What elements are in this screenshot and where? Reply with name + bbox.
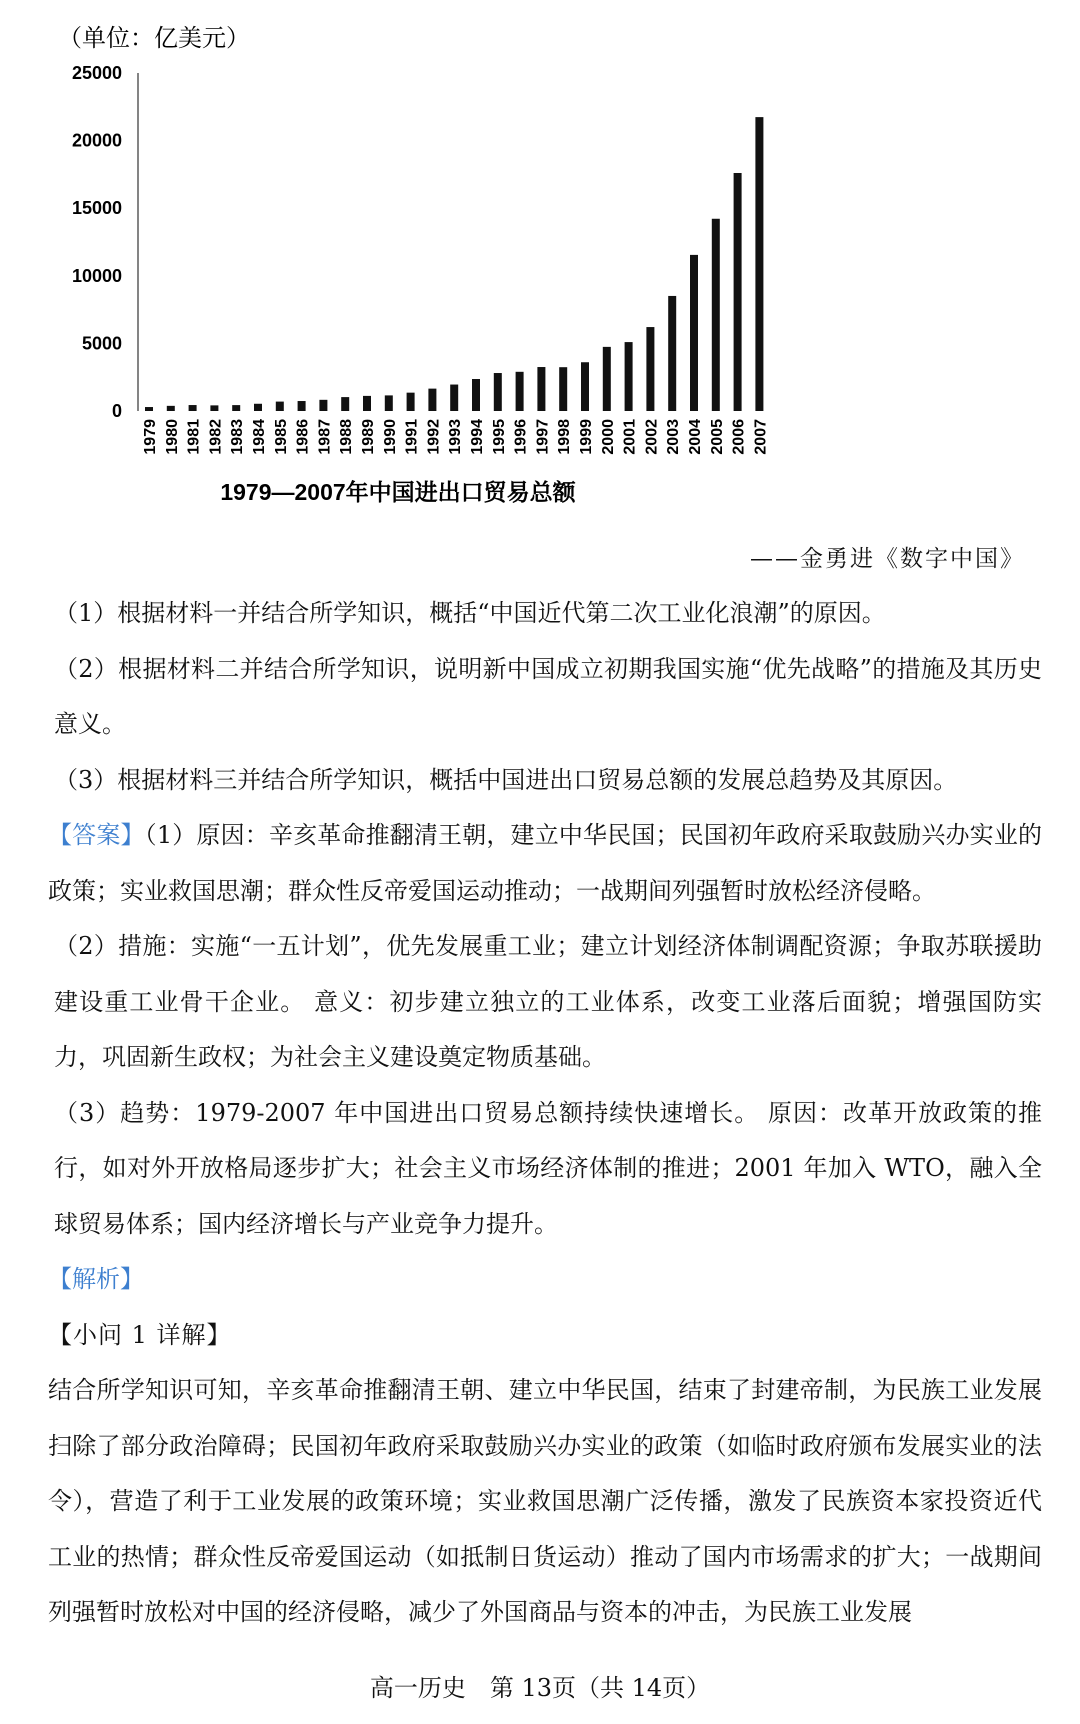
- bar-2000: [603, 347, 611, 411]
- x-tick-label: 1998: [556, 419, 574, 455]
- bar-1998: [559, 367, 567, 411]
- bar-1979: [145, 407, 153, 411]
- x-tick-label: 1997: [534, 419, 552, 455]
- bar-2005: [712, 219, 720, 411]
- trade-chart: [0, 0, 1080, 520]
- x-tick-label: 2002: [643, 419, 661, 455]
- bar-1986: [298, 401, 306, 411]
- bar-2001: [625, 342, 633, 411]
- x-tick-label: 1983: [229, 419, 247, 455]
- x-tick-label: 2006: [730, 419, 748, 455]
- bar-1994: [472, 379, 480, 411]
- bar-1984: [254, 404, 262, 411]
- bar-1995: [494, 373, 502, 411]
- y-tick-label: 25000: [71, 63, 122, 83]
- bar-1983: [232, 405, 240, 411]
- y-tick-label: 15000: [71, 198, 122, 219]
- bar-1993: [450, 385, 458, 411]
- x-tick-label: 1985: [272, 419, 290, 455]
- x-tick-label: 1980: [163, 419, 181, 455]
- x-tick-label: 1987: [316, 419, 334, 455]
- x-tick-label: 1999: [578, 419, 595, 455]
- bar-2004: [690, 255, 698, 411]
- bar-1991: [407, 393, 415, 411]
- y-tick-label: 5000: [81, 333, 122, 354]
- x-tick-label: 1988: [338, 419, 356, 455]
- bar-1996: [516, 372, 524, 411]
- bar-1997: [537, 367, 545, 411]
- bar-2006: [734, 173, 742, 411]
- question-3: （3）根据材料三并结合所学知识，概括中国进出口贸易总额的发展总趋势及其原因。: [54, 765, 958, 794]
- question-content: [48, 586, 1042, 1641]
- answer-2: （2）措施：实施“一五计划”，优先发展重工业；建立计划经济体制调配资源；争取苏联援助建设重工业骨干企业。 意义：初步建立独立的工业体系，改变工业落后面貌；增强国防实力，巩固新生政权；为社会主义建设奠定物质基础。: [54, 932, 1042, 1071]
- x-tick-label: 2001: [621, 419, 639, 455]
- answer-3: （3）趋势：1979-2007 年中国进出口贸易总额持续快速增长。 原因：改革开放政策的推行，如对外开放格局逐步扩大；社会主义市场经济体制的推进；2001 年加入 WTO，融入全球贸易体系；国内经济增长与产业竞争力提升。: [54, 1098, 1042, 1238]
- chart-unit-label: （单位：亿美元）: [58, 24, 250, 52]
- x-tick-label: 1981: [185, 419, 203, 455]
- bar-1985: [276, 402, 284, 411]
- y-tick-label: 0: [111, 401, 122, 421]
- bar-2002: [646, 327, 654, 411]
- sub-question-heading: 【小问 1 详解】: [48, 1320, 232, 1349]
- bar-1982: [210, 405, 218, 411]
- bar-1987: [319, 400, 327, 411]
- x-tick-label: 2000: [599, 419, 617, 455]
- x-tick-label: 1984: [251, 419, 268, 455]
- bar-1990: [385, 395, 393, 411]
- x-tick-label: 1995: [490, 419, 508, 455]
- bar-2007: [755, 117, 763, 411]
- analysis-tag: 【解析】: [48, 1265, 144, 1293]
- x-tick-label: 2004: [687, 419, 704, 455]
- bar-2003: [668, 296, 676, 411]
- x-tick-label: 1979: [142, 419, 159, 455]
- bar-1981: [189, 405, 197, 411]
- analysis-detail: 结合所学知识可知，辛亥革命推翻清王朝、建立中华民国，结束了封建帝制，为民族工业发展扫除了部分政治障碍；民国初年政府采取鼓励兴办实业的政策（如临时政府颁布发展实业的法令），营造了利于工业发展的政策环境；实业救国思潮广泛传播，激发了民族资本家投资近代工业的热情；群众性反帝爱国运动（如抵制日货运动）推动了国内市场需求的扩大；一战期间列强暂时放松对中国的经济侵略，减少了外国商品与资本的冲击，为民族工业发展: [48, 1376, 1042, 1626]
- x-tick-label: 1990: [381, 419, 399, 455]
- x-tick-label: 2005: [708, 419, 726, 455]
- bar-series: [145, 117, 763, 411]
- x-tick-label: 1993: [447, 419, 465, 455]
- x-tick-label: 1986: [294, 419, 312, 455]
- x-tick-label: 1992: [425, 419, 443, 455]
- x-tick-label: 1989: [360, 419, 377, 455]
- bar-1999: [581, 362, 589, 411]
- x-axis-labels: [142, 419, 769, 455]
- x-tick-label: 2003: [665, 419, 683, 455]
- bar-1989: [363, 396, 371, 411]
- x-tick-label: 1982: [207, 419, 225, 455]
- answer-tag: 【答案】: [48, 821, 145, 849]
- bar-1988: [341, 397, 349, 411]
- page-footer: 高一历史 第 13页（共 14页）: [369, 1674, 711, 1702]
- x-tick-label: 1994: [469, 419, 486, 455]
- source-citation: ——金勇进《数字中国》: [750, 546, 1025, 572]
- y-tick-label: 20000: [71, 130, 122, 151]
- bar-1980: [167, 406, 175, 411]
- bar-1992: [428, 389, 436, 411]
- y-tick-label: 10000: [71, 265, 122, 286]
- question-2: （2）根据材料二并结合所学知识，说明新中国成立初期我国实施“优先战略”的措施及其历史意义。: [54, 654, 1042, 738]
- question-1: （1）根据材料一并结合所学知识，概括“中国近代第二次工业化浪潮”的原因。: [54, 599, 886, 627]
- y-axis: [72, 63, 138, 421]
- answer-1: （1）原因：辛亥革命推翻清王朝，建立中华民国；民国初年政府采取鼓励兴办实业的政策；实业救国思潮；群众性反帝爱国运动推动；一战期间列强暂时放松经济侵略。: [48, 821, 1042, 905]
- x-tick-label: 2007: [752, 419, 770, 455]
- chart-title: 1979—2007年中国进出口贸易总额: [220, 479, 576, 505]
- x-tick-label: 1991: [403, 419, 421, 455]
- x-tick-label: 1996: [512, 419, 530, 455]
- answer-1-paragraph: [48, 808, 1042, 919]
